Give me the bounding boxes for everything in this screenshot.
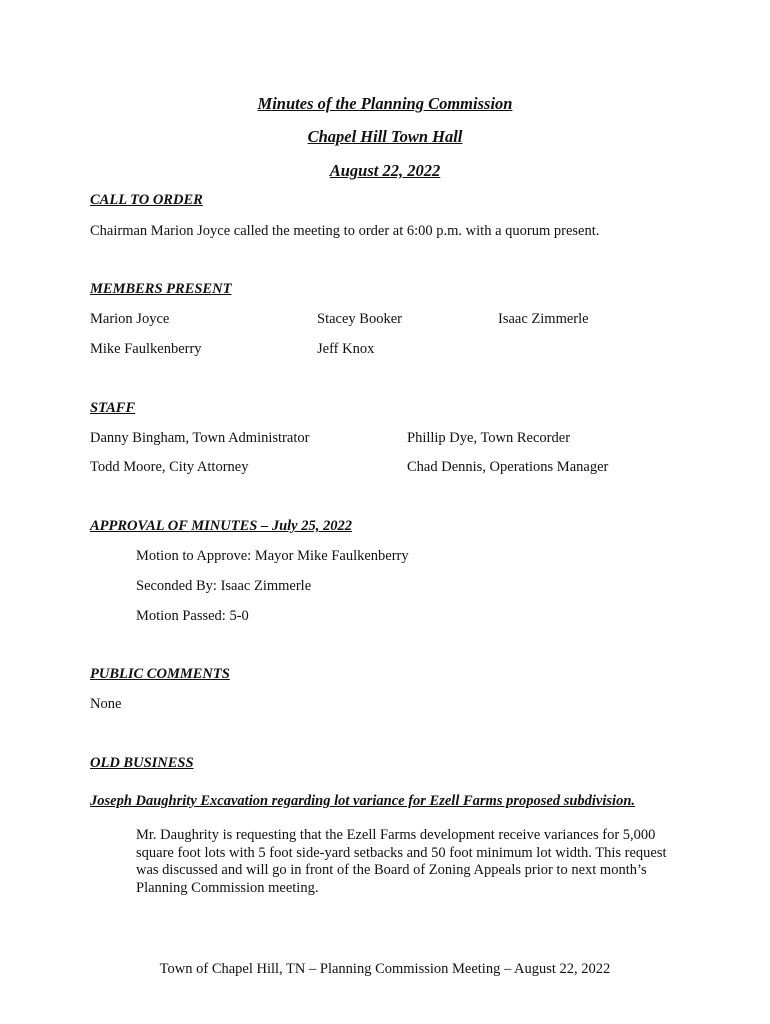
motion-result: Motion Passed: 5-0: [136, 608, 249, 624]
approval-of-minutes-heading: APPROVAL OF MINUTES – July 25, 2022: [90, 518, 352, 534]
old-business-heading: OLD BUSINESS: [90, 755, 194, 771]
document-date: August 22, 2022: [329, 161, 441, 180]
member-name: Jeff Knox: [317, 341, 375, 357]
old-business-item-title: Joseph Daughrity Excavation regarding lot variance for Ezell Farms proposed subdivision.: [90, 793, 636, 809]
seconded-text: Seconded By: Isaac Zimmerle: [136, 578, 312, 594]
member-name: Stacey Booker: [317, 311, 402, 327]
old-business-item-text: Mr. Daughrity is requesting that the Ezell Farms development receive variances for 5,000 square foot lots with 5 foot side-yard setbacks and 50 foot minimum lot width. This request was discussed and will go in front of the Board of Zoning Appeals prior to next month’s Planning Commission meeting.: [136, 827, 667, 896]
members-present-heading: MEMBERS PRESENT: [90, 281, 232, 297]
public-comments-heading: PUBLIC COMMENTS: [90, 666, 230, 682]
staff-member: Phillip Dye, Town Recorder: [407, 430, 571, 446]
staff-member: Todd Moore, City Attorney: [90, 459, 249, 475]
document-title: Minutes of the Planning Commission: [257, 94, 513, 113]
staff-member: Danny Bingham, Town Administrator: [90, 430, 310, 446]
member-name: Marion Joyce: [90, 311, 170, 327]
page-footer: Town of Chapel Hill, TN – Planning Commission Meeting – August 22, 2022: [159, 961, 611, 977]
member-name: Isaac Zimmerle: [498, 311, 589, 327]
staff-heading: STAFF: [90, 400, 136, 416]
motion-text: Motion to Approve: Mayor Mike Faulkenberry: [136, 548, 409, 564]
call-to-order-text: Chairman Marion Joyce called the meeting to order at 6:00 p.m. with a quorum present.: [90, 223, 600, 239]
call-to-order-heading: CALL TO ORDER: [90, 192, 203, 208]
public-comments-text: None: [90, 696, 122, 712]
document-location: Chapel Hill Town Hall: [307, 127, 463, 146]
staff-member: Chad Dennis, Operations Manager: [407, 459, 609, 475]
member-name: Mike Faulkenberry: [90, 341, 202, 357]
